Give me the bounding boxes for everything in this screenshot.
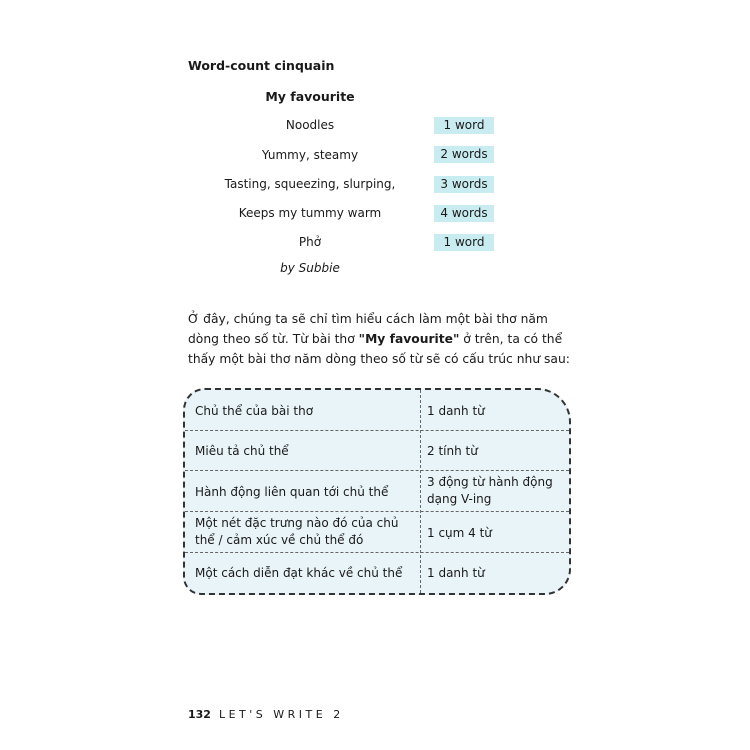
word-count-badge: 3 words xyxy=(434,176,494,193)
word-count-badge: 2 words xyxy=(434,146,494,163)
table-cell-part: Một nét đặc trưng nào đó của chủ thể / cảm xúc về chủ thể đó xyxy=(195,516,399,547)
table-row xyxy=(185,553,569,593)
paragraph-bold-title: "My favourite" xyxy=(358,332,460,346)
structure-table xyxy=(183,388,571,595)
poem-line: Keeps my tummy warm xyxy=(238,206,382,220)
table-cell-rule: 2 tính từ xyxy=(427,444,478,458)
table-cell-part: Hành động liên quan tới chủ thể xyxy=(195,485,389,499)
table-cell-rule: 1 danh từ xyxy=(427,566,485,580)
poem-author: by Subbie xyxy=(280,261,340,275)
poem-line: Tasting, squeezing, slurping, xyxy=(224,177,396,191)
table-cell-rule: 3 động từ hành động dạng V-ing xyxy=(427,475,553,506)
paragraph-text: ở trên, ta có thể thấy một bài thơ năm dòng theo số từ sẽ có cấu trúc như sau: xyxy=(188,332,570,366)
page-number: 132 xyxy=(188,708,211,721)
section-heading: Word-count cinquain xyxy=(188,58,335,73)
table-cell-part: Một cách diễn đạt khác về chủ thể xyxy=(195,566,403,580)
poem-line: Phở xyxy=(298,235,322,249)
word-count-badge: 4 words xyxy=(434,205,494,222)
table-cell-rule: 1 danh từ xyxy=(427,404,485,418)
poem-line: Noodles xyxy=(285,118,335,132)
poem-line: Yummy, steamy xyxy=(261,148,359,162)
table-row xyxy=(185,512,569,553)
paragraph-text: Ở đây, chúng ta sẽ chỉ tìm hiểu cách làm một bài thơ năm dòng theo số từ. Từ bài thơ xyxy=(188,312,548,346)
explanation-paragraph xyxy=(188,309,573,369)
page-footer xyxy=(188,708,344,721)
table-cell-part: Miêu tả chủ thể xyxy=(195,444,289,458)
poem-title: My favourite xyxy=(265,89,355,104)
word-count-badge: 1 word xyxy=(434,117,494,134)
table-row xyxy=(185,471,569,512)
book-title: LET'S WRITE 2 xyxy=(218,708,344,721)
table-row xyxy=(185,430,569,471)
table-cell-part: Chủ thể của bài thơ xyxy=(195,404,314,418)
table-row xyxy=(185,390,569,431)
table-cell-rule: 1 cụm 4 từ xyxy=(427,526,492,540)
word-count-badge: 1 word xyxy=(434,234,494,251)
